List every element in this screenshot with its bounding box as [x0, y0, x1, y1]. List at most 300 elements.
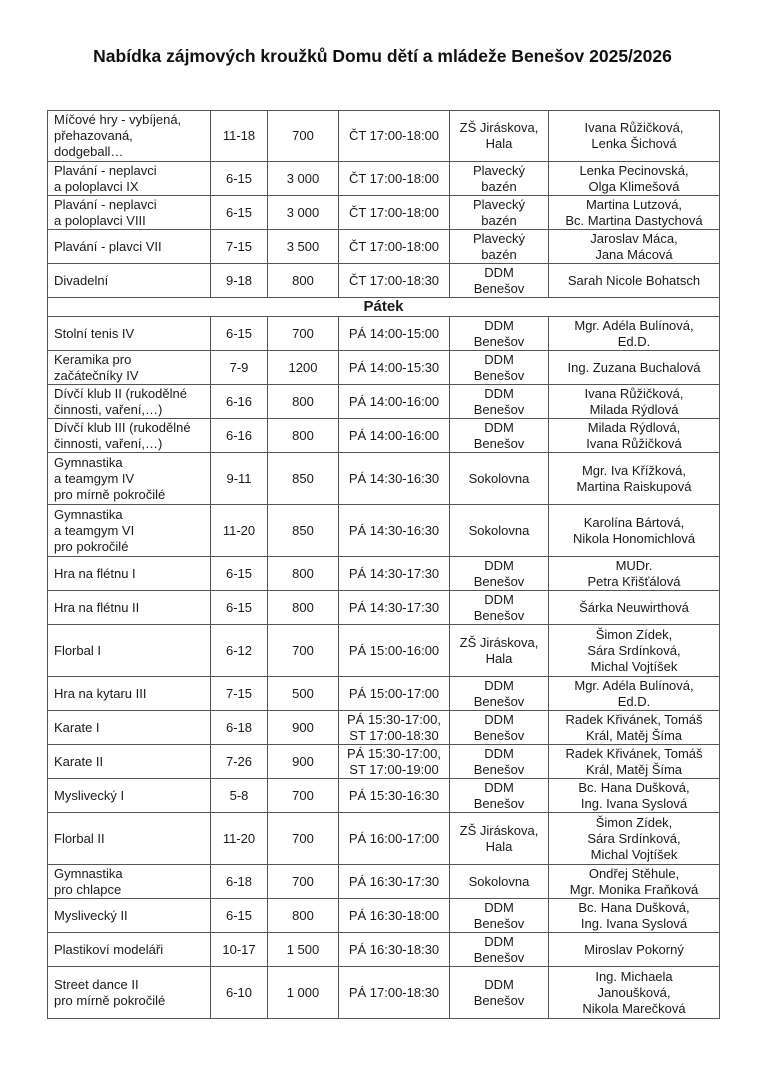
price-cell: 1 500	[268, 933, 339, 967]
instructor-line: Šárka Neuwirthová	[579, 599, 689, 615]
age-range-cell: 7-15	[211, 230, 268, 264]
price-cell: 700	[268, 865, 339, 899]
schedule-cell	[339, 351, 450, 385]
location-line: DDM	[484, 351, 514, 367]
table-row	[48, 230, 720, 264]
price-cell: 3 000	[268, 162, 339, 196]
schedule-cell	[339, 899, 450, 933]
club-name-line: Hra na kytaru III	[54, 685, 147, 701]
location-line: Plavecký	[472, 162, 526, 178]
club-name-line: Street dance II	[54, 976, 139, 992]
instructor-line: Martina Lutzová,	[585, 196, 683, 212]
age-range-cell: 6-15	[211, 317, 268, 351]
price-cell: 850	[268, 453, 339, 505]
table-row	[48, 677, 720, 711]
location-cell	[450, 351, 549, 385]
price-cell: 800	[268, 899, 339, 933]
club-name-line: Gymnastika	[54, 506, 123, 522]
price-cell: 900	[268, 711, 339, 745]
table-row	[48, 865, 720, 899]
price-cell: 1 000	[268, 967, 339, 1019]
instructor-cell	[549, 505, 720, 557]
instructor-cell	[549, 677, 720, 711]
location-line: DDM	[484, 419, 514, 435]
club-name-cell	[48, 317, 211, 351]
instructor-line: Ondřej Stěhule,	[588, 865, 680, 881]
table-row	[48, 453, 720, 505]
club-name-line: činnosti, vaření,…)	[54, 401, 163, 417]
location-cell	[450, 813, 549, 865]
instructor-line: Ing. Ivana Syslová	[580, 915, 688, 931]
age-range-cell: 6-16	[211, 419, 268, 453]
club-name-cell	[48, 385, 211, 419]
location-cell	[450, 625, 549, 677]
instructor-line: Sarah Nicole Bohatsch	[567, 272, 701, 288]
instructor-line: Karolína Bártová,	[583, 514, 685, 530]
club-name-cell	[48, 230, 211, 264]
instructor-line: Martina Raiskupová	[576, 478, 692, 494]
price-cell: 800	[268, 591, 339, 625]
location-line: Sokolovna	[468, 470, 530, 486]
instructor-cell	[549, 264, 720, 298]
instructor-line: Miroslav Pokorný	[584, 941, 684, 957]
location-line: Sokolovna	[468, 522, 530, 538]
club-name-line: pro pokročilé	[54, 538, 129, 554]
club-name-line: přehazovaná,	[54, 128, 133, 143]
instructor-line: Král, Matěj Šíma	[585, 727, 683, 743]
price-cell: 700	[268, 317, 339, 351]
location-line: Benešov	[473, 761, 525, 777]
table-row	[48, 557, 720, 591]
club-name-line: Hra na flétnu I	[54, 565, 136, 581]
club-name-line: a teamgym VI	[54, 522, 135, 538]
instructor-line: Šimon Zídek,	[595, 814, 673, 830]
location-cell	[450, 899, 549, 933]
instructor-cell	[549, 162, 720, 196]
location-line: DDM	[484, 976, 514, 992]
location-cell	[450, 264, 549, 298]
location-line: DDM	[484, 264, 514, 280]
location-line: DDM	[484, 317, 514, 333]
schedule-line: PÁ 15:30-17:00,	[347, 711, 441, 727]
age-range-cell: 6-15	[211, 162, 268, 196]
location-cell	[450, 711, 549, 745]
instructor-cell	[549, 967, 720, 1019]
table-row	[48, 385, 720, 419]
schedule-line: PÁ 16:30-18:30	[348, 941, 440, 957]
price-cell: 700	[268, 779, 339, 813]
instructor-cell	[549, 899, 720, 933]
schedule-line: ČT 17:00-18:00	[348, 170, 440, 186]
club-name-line: Florbal II	[54, 830, 105, 846]
instructor-line: Nikola Marečková	[582, 1000, 686, 1016]
table-row	[48, 967, 720, 1019]
schedule-line: PÁ 14:00-16:00	[348, 427, 440, 443]
club-name-line: Myslivecký II	[54, 907, 128, 923]
age-range-cell: 6-12	[211, 625, 268, 677]
schedule-line: PÁ 15:00-17:00	[348, 685, 440, 701]
club-name-line: Hra na flétnu II	[54, 599, 140, 615]
club-name-cell	[48, 264, 211, 298]
instructor-cell	[549, 779, 720, 813]
instructor-line: Ivana Růžičková	[586, 435, 682, 451]
club-name-line: Dívčí klub II (rukodělné	[54, 385, 187, 401]
instructor-cell	[549, 591, 720, 625]
schedule-line: PÁ 16:30-17:30	[348, 873, 440, 889]
schedule-line: PÁ 16:00-17:00	[348, 830, 440, 846]
club-name-cell	[48, 505, 211, 557]
instructor-line: Ivana Růžičková,	[584, 385, 684, 401]
schedule-line: ČT 17:00-18:00	[348, 238, 440, 254]
age-range-cell: 5-8	[211, 779, 268, 813]
location-line: Benešov	[473, 573, 525, 589]
schedule-line: PÁ 14:00-16:00	[348, 393, 440, 409]
instructor-line: Jana Mácová	[595, 246, 673, 262]
location-line: bazén	[481, 212, 517, 228]
table-row	[48, 899, 720, 933]
table-row	[48, 162, 720, 196]
age-range-cell: 6-15	[211, 557, 268, 591]
location-line: Hala	[485, 838, 513, 854]
page-title: Nabídka zájmových kroužků Domu dětí a mládeže Benešov 2025/2026	[93, 46, 672, 66]
schedule-cell	[339, 453, 450, 505]
instructor-line: Nikola Honomichlová	[572, 530, 696, 546]
age-range-cell: 6-10	[211, 967, 268, 1019]
location-line: Benešov	[473, 727, 525, 743]
club-name-line: začátečníky IV	[54, 367, 139, 383]
location-line: Benešov	[473, 367, 525, 383]
schedule-cell	[339, 557, 450, 591]
location-line: Benešov	[473, 795, 525, 811]
price-cell: 800	[268, 557, 339, 591]
club-name-cell	[48, 933, 211, 967]
schedule-cell	[339, 385, 450, 419]
instructor-line: Michal Vojtíšek	[590, 846, 678, 862]
table-row	[48, 625, 720, 677]
location-cell	[450, 677, 549, 711]
club-name-line: pro mírně pokročilé	[54, 992, 166, 1008]
club-name-line: a poloplavci IX	[54, 178, 139, 194]
price-cell: 700	[268, 111, 339, 162]
location-cell	[450, 230, 549, 264]
club-name-cell	[48, 779, 211, 813]
price-cell: 700	[268, 813, 339, 865]
clubs-table	[47, 110, 720, 1019]
schedule-line: ČT 17:00-18:00	[348, 204, 440, 220]
schedule-line: PÁ 14:00-15:30	[348, 359, 440, 375]
price-cell: 800	[268, 264, 339, 298]
schedule-line: ST 17:00-18:30	[349, 727, 439, 743]
table-row	[48, 317, 720, 351]
schedule-line: PÁ 16:30-18:00	[348, 907, 440, 923]
schedule-line: PÁ 14:30-17:30	[348, 565, 440, 581]
location-line: ZŠ Jiráskova,	[459, 120, 539, 135]
club-name-cell	[48, 557, 211, 591]
club-name-line: Plastikoví modeláři	[54, 941, 164, 957]
table-row	[48, 419, 720, 453]
instructor-line: Bc. Martina Dastychová	[565, 212, 703, 228]
instructor-cell	[549, 230, 720, 264]
instructor-line: Petra Křišťálová	[587, 573, 681, 589]
instructor-cell	[549, 745, 720, 779]
club-name-cell	[48, 865, 211, 899]
instructor-line: Mgr. Monika Fraňková	[569, 881, 699, 897]
age-range-cell: 11-20	[211, 813, 268, 865]
location-line: Plavecký	[472, 230, 526, 246]
age-range-cell: 6-15	[211, 591, 268, 625]
instructor-line: Janoušková,	[597, 984, 671, 1000]
age-range-cell: 6-18	[211, 865, 268, 899]
price-cell: 500	[268, 677, 339, 711]
location-cell	[450, 933, 549, 967]
location-cell	[450, 745, 549, 779]
location-cell	[450, 196, 549, 230]
age-range-cell: 7-9	[211, 351, 268, 385]
instructor-line: Mgr. Adéla Bulínová,	[574, 677, 694, 693]
club-name-line: pro chlapce	[54, 881, 122, 897]
instructor-cell	[549, 933, 720, 967]
club-name-cell	[48, 111, 211, 162]
club-name-line: dodgeball…	[54, 144, 124, 159]
schedule-line: PÁ 14:30-16:30	[348, 522, 440, 538]
location-line: DDM	[484, 591, 514, 607]
club-name-line: Dívčí klub III (rukodělné	[54, 419, 191, 435]
price-cell: 800	[268, 385, 339, 419]
club-name-line: Stolní tenis IV	[54, 325, 135, 341]
location-cell	[450, 317, 549, 351]
location-cell	[450, 419, 549, 453]
club-name-line: Divadelní	[54, 272, 109, 288]
age-range-cell: 9-11	[211, 453, 268, 505]
club-name-line: Míčové hry - vybíjená,	[54, 112, 182, 127]
schedule-cell	[339, 933, 450, 967]
location-line: Benešov	[473, 280, 525, 296]
instructor-cell	[549, 625, 720, 677]
club-name-line: Plavání - neplavci	[54, 196, 157, 212]
location-line: Hala	[485, 136, 513, 151]
age-range-cell: 6-18	[211, 711, 268, 745]
age-range-cell: 6-15	[211, 196, 268, 230]
location-cell	[450, 453, 549, 505]
instructor-cell	[549, 111, 720, 162]
instructor-cell	[549, 317, 720, 351]
location-cell	[450, 111, 549, 162]
schedule-line: PÁ 14:30-17:30	[348, 599, 440, 615]
instructor-line: Ing. Zuzana Buchalová	[567, 359, 701, 375]
club-name-line: Karate II	[54, 753, 104, 769]
price-cell: 3 000	[268, 196, 339, 230]
table-row	[48, 813, 720, 865]
location-line: DDM	[484, 557, 514, 573]
age-range-cell: 9-18	[211, 264, 268, 298]
instructor-cell	[549, 351, 720, 385]
table-row	[48, 351, 720, 385]
instructor-cell	[549, 453, 720, 505]
instructor-line: Ed.D.	[617, 333, 651, 349]
instructor-line: Šimon Zídek,	[595, 626, 673, 642]
schedule-line: ST 17:00-19:00	[349, 761, 439, 777]
table-row	[48, 711, 720, 745]
location-line: Benešov	[473, 607, 525, 623]
location-line: Plavecký	[472, 196, 526, 212]
schedule-cell	[339, 677, 450, 711]
instructor-line: Král, Matěj Šíma	[585, 761, 683, 777]
club-name-cell	[48, 162, 211, 196]
club-name-cell	[48, 453, 211, 505]
club-name-cell	[48, 196, 211, 230]
club-name-cell	[48, 351, 211, 385]
location-line: DDM	[484, 779, 514, 795]
instructor-line: Bc. Hana Dušková,	[578, 899, 690, 915]
schedule-cell	[339, 813, 450, 865]
instructor-line: Michal Vojtíšek	[590, 658, 678, 674]
instructor-cell	[549, 711, 720, 745]
instructor-line: MUDr.	[615, 557, 653, 573]
location-line: Benešov	[473, 401, 525, 417]
location-line: ZŠ Jiráskova,	[459, 822, 539, 838]
schedule-line: PÁ 15:00-16:00	[348, 642, 440, 658]
club-name-line: pro mírně pokročilé	[54, 486, 166, 502]
schedule-cell	[339, 162, 450, 196]
instructor-line: Jaroslav Máca,	[590, 230, 678, 246]
price-cell: 800	[268, 419, 339, 453]
instructor-line: Sára Srdínková,	[587, 830, 681, 846]
club-name-line: činnosti, vaření,…)	[54, 435, 163, 451]
location-line: Benešov	[473, 915, 525, 931]
price-cell: 850	[268, 505, 339, 557]
club-name-cell	[48, 745, 211, 779]
schedule-cell	[339, 745, 450, 779]
instructor-cell	[549, 813, 720, 865]
price-cell: 900	[268, 745, 339, 779]
schedule-cell	[339, 196, 450, 230]
table-row	[48, 264, 720, 298]
schedule-cell	[339, 264, 450, 298]
instructor-line: Olga Klimešová	[588, 178, 680, 194]
location-line: DDM	[484, 933, 514, 949]
age-range-cell: 7-26	[211, 745, 268, 779]
schedule-line: PÁ 14:00-15:00	[348, 325, 440, 341]
location-line: DDM	[484, 899, 514, 915]
age-range-cell: 6-15	[211, 899, 268, 933]
schedule-cell	[339, 230, 450, 264]
age-range-cell: 10-17	[211, 933, 268, 967]
location-line: bazén	[481, 246, 517, 262]
table-row	[48, 779, 720, 813]
location-line: DDM	[484, 745, 514, 761]
schedule-cell	[339, 779, 450, 813]
table-row	[48, 196, 720, 230]
location-line: Benešov	[473, 949, 525, 965]
location-line: bazén	[481, 178, 517, 194]
club-name-cell	[48, 591, 211, 625]
location-line: Hala	[485, 650, 513, 666]
schedule-line: ČT 17:00-18:00	[348, 128, 440, 143]
table-row	[48, 591, 720, 625]
club-name-cell	[48, 625, 211, 677]
section-title: Pátek	[48, 298, 720, 317]
club-name-line: a teamgym IV	[54, 470, 135, 486]
club-name-line: Keramika pro	[54, 351, 132, 367]
age-range-cell: 11-20	[211, 505, 268, 557]
club-name-line: Plavání - plavci VII	[54, 238, 162, 254]
schedule-cell	[339, 111, 450, 162]
club-name-cell	[48, 711, 211, 745]
schedule-cell	[339, 419, 450, 453]
price-cell: 700	[268, 625, 339, 677]
instructor-line: Ing. Michaela	[595, 968, 673, 984]
schedule-cell	[339, 967, 450, 1019]
location-line: DDM	[484, 677, 514, 693]
location-line: Sokolovna	[468, 873, 530, 889]
instructor-line: Lenka Pecinovská,	[579, 162, 689, 178]
instructor-cell	[549, 865, 720, 899]
schedule-cell	[339, 317, 450, 351]
location-cell	[450, 385, 549, 419]
club-name-cell	[48, 677, 211, 711]
instructor-cell	[549, 419, 720, 453]
club-name-line: Gymnastika	[54, 865, 123, 881]
instructor-line: Lenka Šichová	[591, 136, 677, 151]
instructor-line: Radek Křivánek, Tomáš	[565, 745, 703, 761]
schedule-cell	[339, 591, 450, 625]
location-cell	[450, 591, 549, 625]
table-row	[48, 933, 720, 967]
schedule-cell	[339, 711, 450, 745]
location-cell	[450, 865, 549, 899]
schedule-line: PÁ 17:00-18:30	[348, 984, 440, 1000]
age-range-cell: 11-18	[211, 111, 268, 162]
instructor-cell	[549, 557, 720, 591]
club-name-line: Florbal I	[54, 642, 101, 658]
location-line: DDM	[484, 385, 514, 401]
location-line: DDM	[484, 711, 514, 727]
club-name-line: Gymnastika	[54, 454, 123, 470]
location-line: Benešov	[473, 693, 525, 709]
instructor-line: Sára Srdínková,	[587, 642, 681, 658]
club-name-line: Myslivecký I	[54, 787, 125, 803]
schedule-cell	[339, 865, 450, 899]
instructor-line: Radek Křivánek, Tomáš	[565, 711, 703, 727]
instructor-line: Mgr. Iva Křížková,	[581, 462, 687, 478]
age-range-cell: 7-15	[211, 677, 268, 711]
club-name-line: Plavání - neplavci	[54, 162, 157, 178]
instructor-cell	[549, 196, 720, 230]
instructor-line: Ivana Růžičková,	[584, 120, 684, 135]
location-cell	[450, 505, 549, 557]
location-line: Benešov	[473, 992, 525, 1008]
club-name-line: a poloplavci VIII	[54, 212, 146, 228]
location-line: Benešov	[473, 435, 525, 451]
schedule-cell	[339, 625, 450, 677]
instructor-cell	[549, 385, 720, 419]
location-cell	[450, 557, 549, 591]
location-cell	[450, 162, 549, 196]
instructor-line: Ed.D.	[617, 693, 651, 709]
instructor-line: Milada Rýdlová	[589, 401, 679, 417]
location-line: ZŠ Jiráskova,	[459, 634, 539, 650]
schedule-cell	[339, 505, 450, 557]
table-row	[48, 505, 720, 557]
club-name-cell	[48, 419, 211, 453]
table-row	[48, 111, 720, 162]
location-cell	[450, 967, 549, 1019]
club-name-cell	[48, 899, 211, 933]
schedule-line: PÁ 14:30-16:30	[348, 470, 440, 486]
schedule-line: PÁ 15:30-16:30	[348, 787, 440, 803]
location-line: Benešov	[473, 333, 525, 349]
club-name-cell	[48, 813, 211, 865]
